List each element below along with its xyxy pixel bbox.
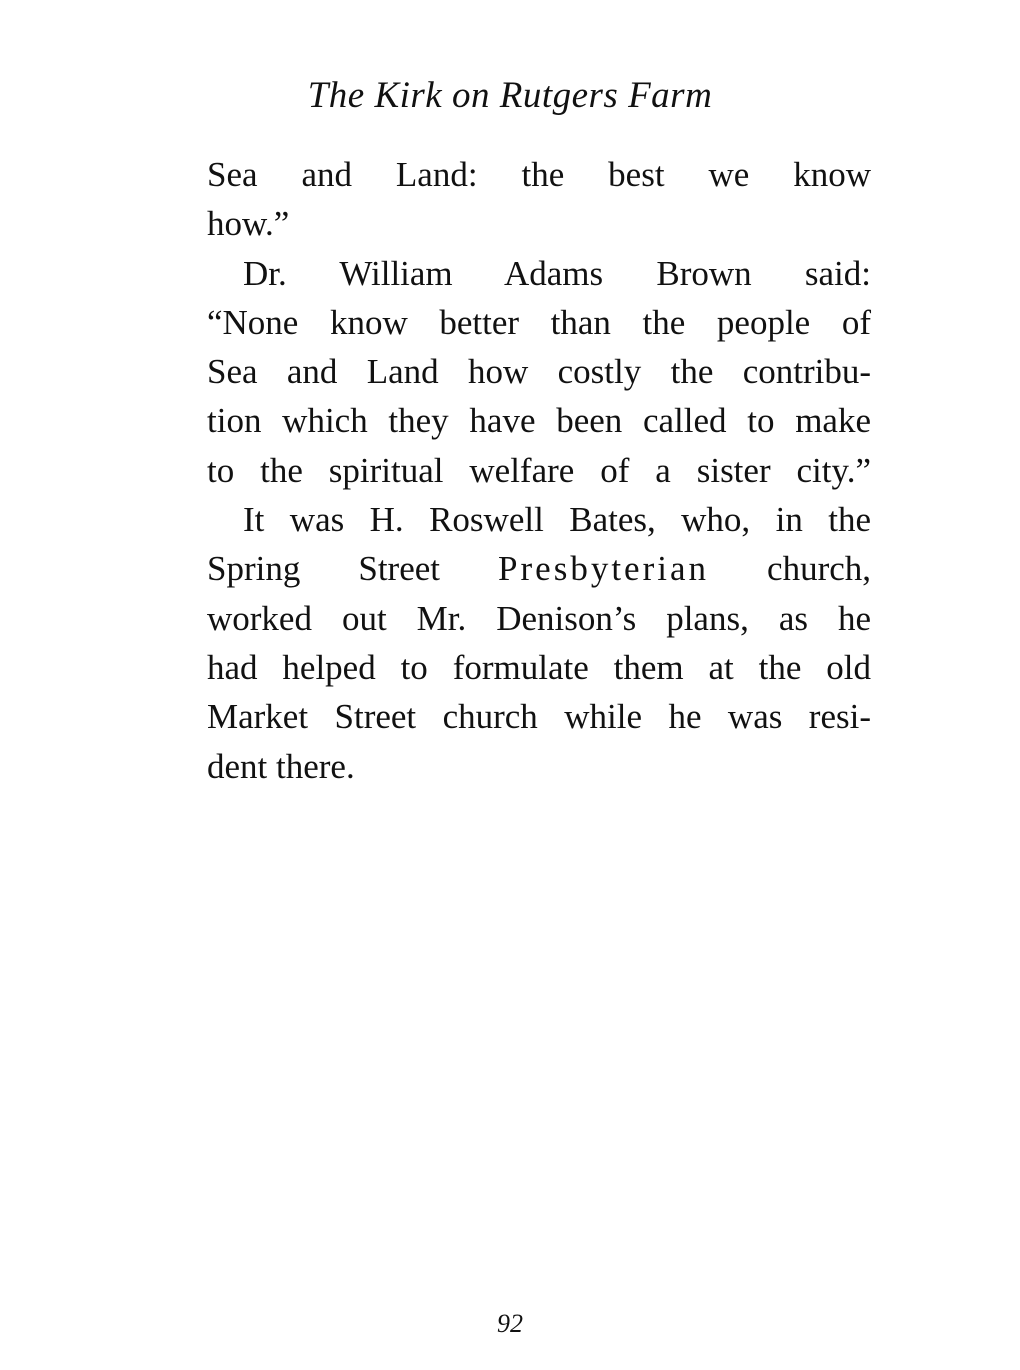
text-line: It was H. Roswell Bates, who, in the [243, 500, 871, 540]
text-line: had helped to formulate them at the old [207, 647, 871, 687]
text-line: Dr. William Adams Brown said: [243, 253, 871, 293]
text-line: worked out Mr. Denison’s plans, as he [207, 598, 871, 638]
text-fragment-spaced: Presbyterian [498, 549, 709, 589]
text-line: Market Street church while he was resi- [207, 697, 871, 737]
page-number: 92 [497, 1309, 523, 1338]
text-line: “None know better than the people of [207, 302, 871, 342]
text-fragment: Spring Street [207, 549, 441, 589]
text-line: tion which they have been called to make [207, 401, 871, 441]
text-line [207, 544, 871, 593]
text-line: how.” [207, 204, 290, 244]
text-line: Sea and Land: the best we know [207, 155, 871, 194]
body-text [207, 150, 871, 791]
text-line: to the spiritual welfare of a sister city.” [207, 450, 871, 490]
text-line: dent there. [207, 746, 355, 786]
running-head: The Kirk on Rutgers Farm [307, 75, 713, 116]
text-fragment: church, [767, 549, 872, 589]
text-line: Sea and Land how costly the contribu- [207, 352, 871, 392]
